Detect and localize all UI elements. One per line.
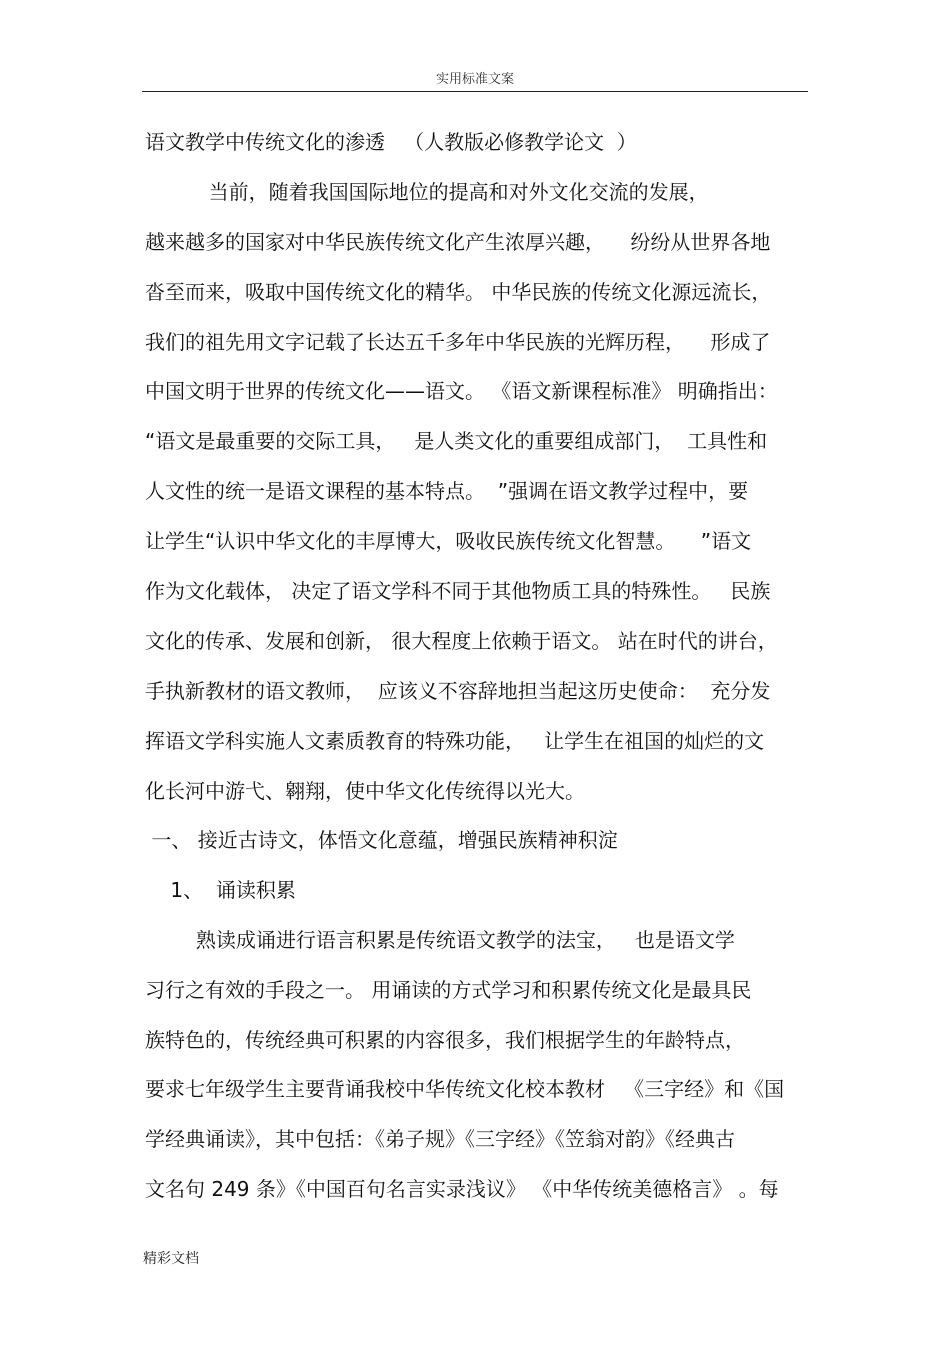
body-line: 挥语文学科实施人文素质教育的特殊功能， 让学生在祖国的灿烂的文	[145, 729, 765, 753]
body-line: 中国文明于世界的传统文化——语文。 《语文新课程标准》 明确指出：	[145, 379, 778, 403]
body-line: 文名句 249 条》《中国百句名言实录浅议》 《中华传统美德格言》 。每	[145, 1177, 779, 1201]
page-footer: 精彩文档	[143, 1251, 199, 1267]
body-line: 人文性的统一是语文课程的基本特点。 ”强调在语文教学过程中，要	[145, 479, 749, 503]
document-title: 语文教学中传统文化的渗透 （人教版必修教学论文 ）	[145, 130, 637, 154]
body-line: 化长河中游弋、翱翔，使中华文化传统得以光大。	[145, 779, 585, 803]
header-divider	[142, 91, 808, 92]
body-line: 我们的祖先用文字记载了长达五千多年中华民族的光辉历程， 形成了	[145, 330, 771, 354]
body-line: 熟读成诵进行语言积累是传统语文教学的法宝， 也是语文学	[145, 928, 735, 952]
body-line: 沓至而来，吸取中国传统文化的精华。 中华民族的传统文化源远流长，	[145, 280, 772, 304]
body-line: 让学生“认识中华文化的丰厚博大，吸收民族传统文化智慧。 ”语文	[145, 529, 752, 553]
body-line: 作为文化载体， 决定了语文学科不同于其他物质工具的特殊性。 民族	[145, 579, 771, 603]
subsection-heading: 1、 诵读积累	[145, 878, 296, 902]
body-line: 族特色的，传统经典可积累的内容很多，我们根据学生的年龄特点，	[145, 1028, 745, 1052]
section-heading: 一、 接近古诗文，体悟文化意蕴，增强民族精神积淀	[145, 828, 618, 852]
body-line: 越来越多的国家对中华民族传统文化产生浓厚兴趣， 纷纷从世界各地	[145, 230, 771, 254]
page-header: 实用标准文案	[435, 72, 514, 87]
body-line: 学经典诵读》，其中包括：《弟子规》《三字经》《笠翁对韵》《经典古	[145, 1127, 735, 1151]
body-line: 要求七年级学生主要背诵我校中华传统文化校本教材 《三字经》和《国	[145, 1077, 785, 1101]
body-line: 文化的传承、发展和创新， 很大程度上依赖于语文。 站在时代的讲台，	[145, 629, 778, 653]
body-line: “语文是最重要的交际工具， 是人类文化的重要组成部门， 工具性和	[145, 429, 768, 453]
body-line: 当前，随着我国国际地位的提高和对外文化交流的发展，	[145, 180, 709, 204]
body-line: 手执新教材的语文教师， 应该义不容辞地担当起这历史使命： 充分发	[145, 679, 771, 703]
body-line: 习行之有效的手段之一。 用诵读的方式学习和积累传统文化是最具民	[145, 978, 752, 1002]
